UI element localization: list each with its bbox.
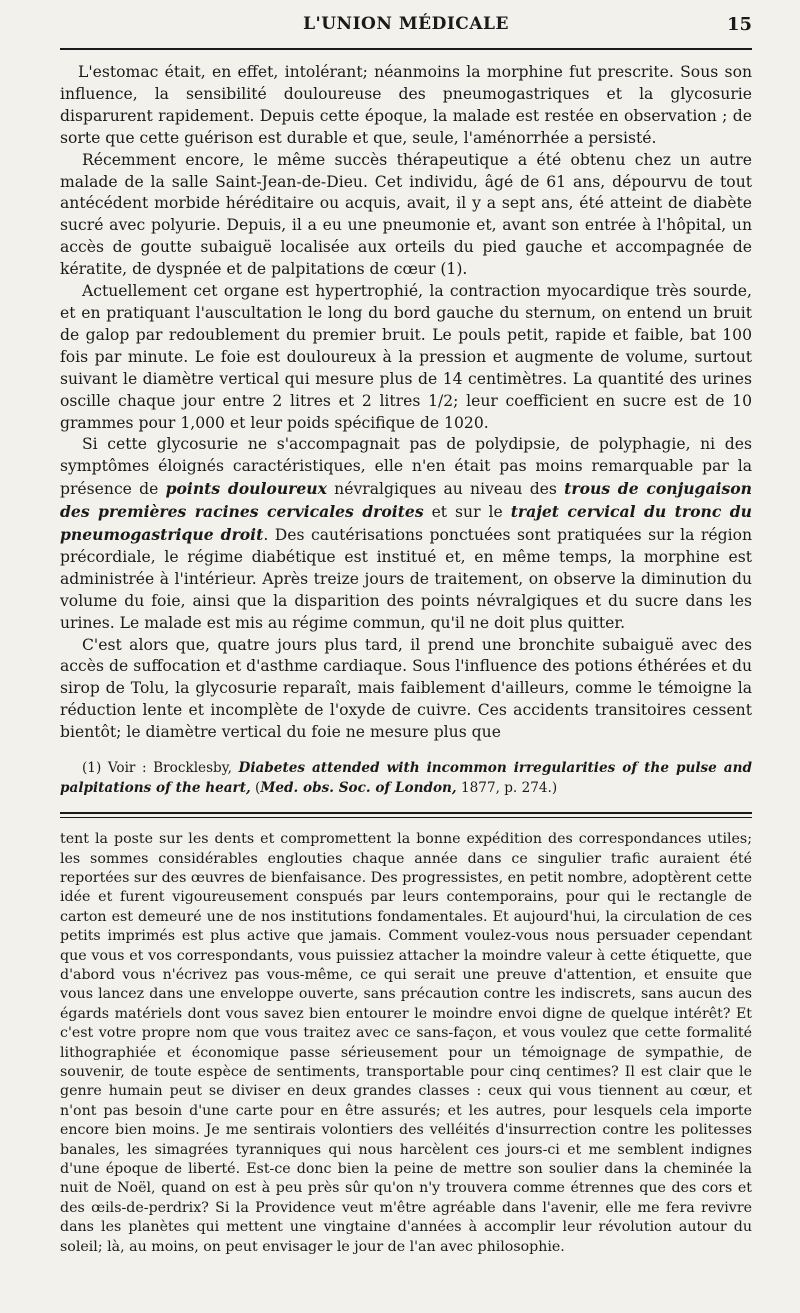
text-run: . Des cautérisations ponctuées sont pratiquées sur la région précordiale, le régime diabétique est institué et, en même temps, la morphine est administrée à l'intérieur. Après treize jours de traitement, on observe la diminution du volume du foie, ainsi que la disparition des points névralgiques et du sucre dans les urines. Le malade est mis au régime commun, qu'il ne doit plus quitter. [60,526,752,632]
text-run: névralgiques au niveau des [326,480,565,499]
article-paragraph [60,281,752,434]
header-rule [60,48,752,50]
text-run: et sur le [423,503,511,522]
journal-title: L'UNION MÉDICALE [303,14,509,34]
text-run: Si cette glycosurie ne s'accompagnait pas de polydipsie, de polyphagie, ni des symptômes éloignés caractéristiques, elle n'en était pas moins remarquable par la présence de [60,435,752,499]
italic-phrase: Med. obs. Soc. of London, [260,780,457,797]
feuilleton-body [60,830,752,1257]
article-paragraph [60,635,752,745]
text-run: (1) Voir : Brocklesby, [82,760,239,777]
article-body [60,62,752,744]
footnote [60,758,752,798]
article-paragraph [60,150,752,281]
text-run: ( [250,780,261,797]
text-run: Récemment encore, le même succès thérapeutique a été obtenu chez un autre malade de la salle Saint-Jean-de-Dieu. Cet individu, âgé de 61 ans, dépourvu de tout antécédent morbide héréditaire ou acquis, avait, il y a sept ans, été atteint de diabète sucré avec polyurie. Depuis, il a eu une pneumonie et, avant son entrée à l'hôpital, un accès de goutte subaiguë localisée aux orteils du pied gauche et accompagnée de kératite, de dyspnée et de palpitations de cœur (1). [60,150,752,279]
text-run: C'est alors que, quatre jours plus tard, il prend une bronchite subaiguë avec des accès de suffocation et d'asthme cardiaque. Sous l'influence des potions éthérées et du sirop de Tolu, la glycosurie reparaît, mais faiblement d'ailleurs, comme le témoigne la réduction lente et incomplète de l'oxyde de cuivre. Ces accidents transitoires cessent bientôt; le diamètre vertical du foie ne mesure plus que [60,635,752,742]
page-number: 15 [726,14,752,35]
italic-phrase: points douloureux [165,479,327,499]
text-run: Actuellement cet organe est hypertrophié, la contraction myocardique très sourde, et en pratiquant l'auscultation le long du bord gauche du sternum, on entend un bruit de galop par redoublement du premier bruit. Le pouls petit, rapide et faible, bat 100 fois par minute. Le foie est douloureux à la pression et augmente de volume, surtout suivant le diamètre vertical qui mesure plus de 14 centimètres. La quantité des urines oscille chaque jour entre 2 litres et 2 litres 1/2; leur coefficient en sucre est de 10 grammes pour 1,000 et leur poids spécifique de 1020. [60,282,752,432]
page [60,12,752,1257]
feuilleton-separator [60,812,752,818]
italic-phrase: trous de conjugaison des premières racines cervicales droites [60,479,753,522]
text-run: L'estomac était, en effet, intolérant; néanmoins la morphine fut prescrite. Sous son influence, la sensibilité douloureuse des pneumogastriques et la glycosurie disparurent rapidement. Depuis cette époque, la malade est restée en observation ; de sorte que cette guérison est durable et que, seule, l'aménorrhée a persisté. [60,63,752,147]
italic-phrase: Diabetes attended with incommon irregularities of the pulse and palpitations of the heart, [60,760,752,797]
running-head [60,12,752,40]
article-paragraph [60,62,752,150]
article-paragraph [60,434,752,634]
text-run: 1877, p. 274.) [456,780,558,797]
italic-phrase: trajet cervical du tronc du pneumogastrique droit [60,502,752,545]
feuilleton-paragraph: tent la poste sur les dents et compromettent la bonne expédition des correspondances utiles; les sommes considérables englouties chaque année dans ce singulier trafic auraient été reportées sur des œuvres de bienfaisance. Des progressistes, en petit nombre, adoptèrent cette idée et furent vigoureusement conspués par leurs contemporains, pour qui le rectangle de carton est demeuré une de nos institutions fondamentales. Et aujourd'hui, la circulation de ces petits imprimés est plus active que jamais. Comment voulez-vous nous persuader cependant que vous et vos correspondants, vous puissiez attacher la moindre valeur à cette étiquette, que d'abord vous n'écrivez pas vous-même, ce qui serait une preuve d'attention, et ensuite que vous lancez dans une enveloppe ouverte, sans précaution contre les indiscrets, sans aucun des égards matériels dont vous savez bien entourer le moindre envoi digne de quelque intérêt? Et c'est votre propre nom que vous traitez avec ce sans-façon, et vous voulez que cette formalité lithographiée et économique passe sérieusement pour un témoignage de sympathie, de souvenir, de toute espèce de sentiments, transportable pour cinq centimes? Il est clair que le genre humain peut se diviser en deux grandes classes : ceux qui vous tiennent au cœur, et n'ont pas besoin d'une carte pour en être assurés; et les autres, pour lesquels cela importe encore bien moins. Je me sentirais volontiers des velléités d'insurrection contre les politesses banales, les simagrées tyranniques qui nous harcèlent ces jours-ci et me semblent indignes d'une époque de liberté. Est-ce donc bien la peine de mettre son soulier dans la cheminée la nuit de Noël, quand on est à peu près sûr qu'on n'y trouvera comme étrennes que des cors et des œils-de-perdrix? Si la Providence veut m'être agréable dans l'avenir, elle me fera revivre dans les planètes qui mettent une vingtaine d'années à accomplir leur révolution autour du soleil; là, au moins, on peut envisager le jour de l'an avec philosophie. [60,831,752,1255]
